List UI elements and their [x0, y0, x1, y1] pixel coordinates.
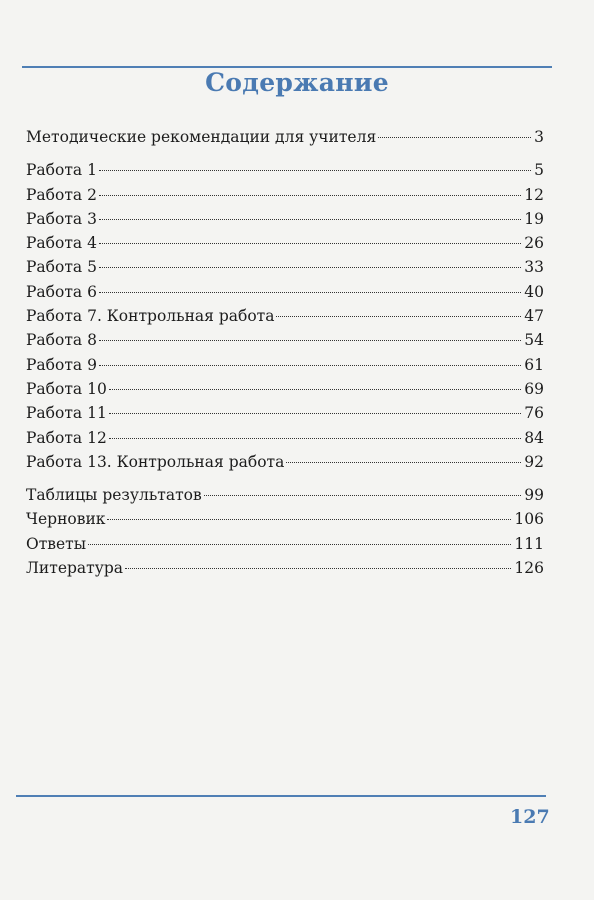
- page-title: Содержание: [205, 68, 389, 97]
- toc-leader-dots: [99, 195, 521, 196]
- toc-entry-page: 92: [524, 452, 544, 471]
- toc-entry-label: Ответы: [26, 534, 87, 553]
- toc-entry-label: Методические рекомендации для учителя: [26, 128, 377, 146]
- toc-leader-dots: [378, 137, 531, 138]
- toc-entry: [26, 283, 544, 307]
- toc-entry: [26, 186, 544, 210]
- toc-entry-page: 3: [534, 128, 544, 146]
- toc-leader-dots: [99, 243, 521, 244]
- bottom-rule: [16, 795, 546, 797]
- toc-leader-dots: [109, 413, 521, 414]
- toc-entry-page: 111: [514, 534, 544, 553]
- toc-entry-page: 54: [524, 331, 544, 350]
- toc-entry-page: 12: [524, 185, 544, 204]
- toc-leader-dots: [109, 389, 521, 390]
- toc-leader-dots: [286, 462, 521, 463]
- toc-entry-label: Работа 6: [26, 282, 97, 301]
- toc-entry: [26, 453, 544, 477]
- toc-entry: [26, 161, 544, 185]
- toc-entry: [26, 258, 544, 282]
- toc-entry-page: 47: [524, 307, 544, 326]
- toc-entry-page: 61: [524, 355, 544, 374]
- toc-entry-label: Работа 12: [26, 428, 107, 447]
- toc-entry: [26, 380, 544, 404]
- toc-entry-page: 126: [514, 559, 544, 578]
- toc-entry: [26, 331, 544, 355]
- toc-entry: [26, 210, 544, 234]
- toc-entry: [26, 559, 544, 583]
- toc-leader-dots: [276, 316, 521, 317]
- toc-leader-dots: [99, 340, 521, 341]
- toc-entry-label: Работа 2: [26, 185, 97, 204]
- toc-entry-label: Работа 10: [26, 379, 107, 398]
- toc-leader-dots: [99, 365, 521, 366]
- toc-leader-dots: [88, 544, 511, 545]
- toc-entry-label: Литература: [26, 559, 124, 578]
- toc-entry-label: Работа 11: [26, 404, 107, 423]
- toc-leader-dots: [99, 292, 521, 293]
- toc-entry-page: 99: [524, 486, 544, 505]
- toc-leader-dots: [204, 495, 522, 496]
- toc-entry-label: Работа 3: [26, 209, 97, 228]
- toc-entry-page: 26: [524, 234, 544, 253]
- toc-entry-page: 33: [524, 258, 544, 277]
- toc-leader-dots: [125, 568, 511, 569]
- toc-leader-dots: [99, 219, 521, 220]
- toc-entry: [26, 128, 544, 152]
- toc-entry-label: Работа 9: [26, 355, 97, 374]
- toc-entry-page: 19: [524, 209, 544, 228]
- toc-entry: [26, 234, 544, 258]
- toc-entry-page: 5: [534, 161, 544, 180]
- toc-entry: [26, 356, 544, 380]
- toc-entry: [26, 404, 544, 428]
- toc-entry-label: Работа 8: [26, 331, 97, 350]
- toc-entry: [26, 535, 544, 559]
- toc-leader-dots: [107, 519, 511, 520]
- toc-entry-page: 76: [524, 404, 544, 423]
- toc-entry: [26, 307, 544, 331]
- toc-entry-label: Работа 5: [26, 258, 97, 277]
- toc-leader-dots: [109, 438, 521, 439]
- toc-entry-label: Черновик: [26, 510, 106, 529]
- toc-entry-label: Работа 7. Контрольная работа: [26, 307, 275, 326]
- page-number: 127: [510, 806, 550, 828]
- toc-entry-page: 40: [524, 282, 544, 301]
- toc-entry: [26, 510, 544, 534]
- toc-entry-label: Таблицы результатов: [26, 486, 202, 505]
- toc-entry: [26, 429, 544, 453]
- toc-entry-label: Работа 4: [26, 234, 97, 253]
- toc-entry-page: 84: [524, 428, 544, 447]
- toc-entry-page: 106: [514, 510, 544, 529]
- toc-entry: [26, 486, 544, 510]
- toc-leader-dots: [99, 170, 531, 171]
- toc-leader-dots: [99, 267, 521, 268]
- toc-entry-page: 69: [524, 379, 544, 398]
- toc-entry-label: Работа 1: [26, 161, 97, 180]
- toc-entry-label: Работа 13. Контрольная работа: [26, 452, 285, 471]
- table-of-contents: [26, 128, 544, 583]
